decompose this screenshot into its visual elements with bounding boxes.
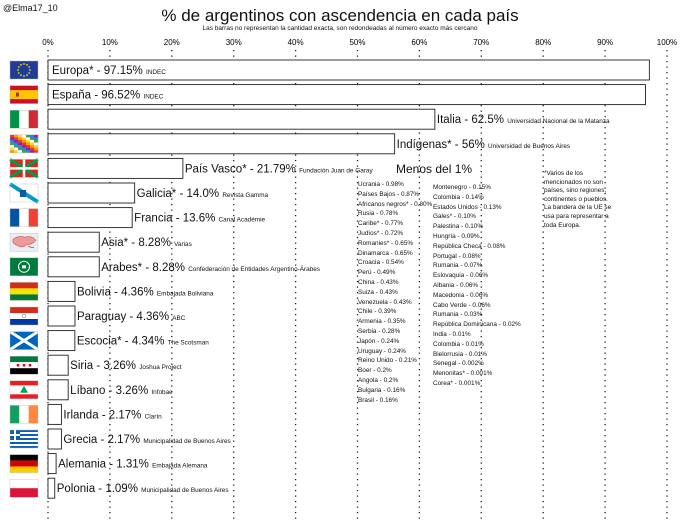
syria-flag-icon [10, 356, 38, 374]
bar-label: Galicia* - 14.0% Revista Gamma [136, 188, 269, 200]
bar [48, 478, 55, 498]
left-item: Judíos* - 0.72% [358, 229, 404, 237]
x-tick-label: 70% [473, 38, 490, 47]
left-item: Brasil - 0.16% [358, 396, 398, 404]
small-groups-title: Menos del 1% [396, 162, 473, 176]
small-groups-list-left [358, 180, 432, 405]
bar [48, 281, 75, 301]
germany-flag-icon [10, 455, 38, 473]
right-item: Montenegro - 0.15% [433, 184, 491, 191]
x-tick-label: 40% [287, 38, 304, 47]
france-flag-icon [10, 209, 38, 227]
bar [48, 331, 75, 351]
left-item: Suiza - 0.43% [358, 288, 398, 296]
source-label: Canal Académie [218, 216, 266, 224]
bar-label: Irlanda - 2.17% Clarín [63, 409, 162, 422]
arab-league-flag-icon [10, 258, 38, 276]
x-tick-label: 20% [163, 38, 180, 47]
right-item: Hungría - 0.09% [433, 232, 480, 240]
x-tick-label: 0% [42, 38, 54, 47]
source-label: Varias [174, 241, 192, 249]
bar [48, 183, 135, 203]
left-item: Rusia - 0.78% [358, 210, 399, 218]
right-item: Portugal - 0.08% [433, 252, 481, 260]
x-tick-label: 60% [411, 38, 428, 47]
right-item: Cabo Verde - 0.06% [433, 301, 491, 309]
left-item: Uruguay - 0.24% [358, 347, 406, 355]
source-label: Revista Gamma [222, 192, 269, 199]
bar [48, 208, 132, 228]
right-item: Albania - 0.06% [433, 281, 479, 289]
x-tick-label: 10% [101, 38, 118, 47]
right-item: Gales* - 0.10% [433, 213, 476, 221]
poland-flag-icon [10, 479, 38, 497]
left-item: Chile - 0.39% [358, 308, 397, 316]
left-item: Angola - 0.2% [358, 376, 399, 384]
source-label: Universidad Nacional de la Matanza [507, 118, 610, 126]
bar [48, 158, 183, 178]
bar-label: Escocia* - 4.34% The Scotsman [76, 335, 209, 348]
right-item: República Dominicana - 0.02% [433, 321, 521, 329]
left-item: Ucrania - 0.98% [358, 181, 404, 188]
left-item: Romanies* - 0.65% [358, 239, 414, 247]
bar-label: Grecia - 2.17% Municipalidad de Buenos Aires [63, 434, 231, 446]
right-item: Estados Unidos - 0.13% [433, 203, 502, 211]
left-item: Perú - 0.49% [358, 269, 396, 277]
bar [48, 404, 61, 424]
left-item: Japón - 0.24% [358, 337, 400, 345]
small-groups-list-right [433, 183, 521, 389]
right-item: Senegal - 0.002% [433, 360, 484, 368]
left-item: Dinamarca - 0.65% [358, 249, 413, 257]
ireland-flag-icon [10, 405, 38, 423]
wiphala-flag-icon [10, 135, 38, 153]
right-item: Rumania - 0.07% [433, 262, 483, 270]
source-label: Universidad de Buenos Aires [488, 142, 571, 150]
bar-label: Bolivia - 4.36% Embajada Boliviana [76, 286, 214, 299]
bar-label: Indígenas* - 56% Universidad de Buenos Aires [396, 138, 571, 151]
right-item: Macedonia - 0.06% [433, 291, 489, 299]
left-item: Africanos negros* - 0.80% [358, 200, 433, 208]
bar-label: Europa* - 97.15% INDEC [52, 65, 166, 77]
x-tick-label: 50% [349, 38, 366, 47]
left-item: Serbia - 0.28% [358, 327, 401, 335]
left-item: Boer - 0.2% [358, 367, 392, 375]
author-credit: @Elma17_10 [3, 3, 58, 13]
source-label: Clarín [144, 413, 162, 421]
bar [48, 306, 75, 326]
bar [48, 232, 99, 252]
source-label: Municipalidad de Buenos Aires [141, 487, 229, 495]
left-item: China - 0.43% [358, 278, 399, 286]
bar-label: País Vasco* - 21.79% Fundación Juan de Garay [184, 163, 373, 176]
bar-label: Francia - 13.6% Canal Académie [134, 212, 266, 225]
source-label: Infobae [151, 388, 173, 396]
galicia-flag-icon [10, 184, 38, 202]
source-label: Confederación de Entidades Argentino-Árabes [188, 265, 321, 273]
source-label: Embajada Alemana [152, 462, 208, 470]
right-item: Palestina - 0.10% [433, 223, 484, 231]
bar [48, 429, 61, 449]
x-tick-label: 100% [656, 38, 678, 47]
bolivia-flag-icon [10, 282, 38, 300]
right-item: Bielorrusia - 0.01% [433, 350, 487, 358]
source-label: INDEC [145, 69, 166, 76]
right-item: India - 0.01% [433, 330, 471, 338]
source-label: Joshua Project [139, 364, 182, 372]
basque-flag-icon [10, 159, 38, 177]
asia-map-icon [10, 233, 38, 251]
left-item: Caribe* - 0.77% [358, 220, 404, 228]
source-label: Municipalidad de Buenos Aires [143, 438, 231, 445]
left-item: Bulgaria - 0.16% [358, 386, 406, 394]
bar [48, 109, 435, 129]
bar-label: Polonia - 1.09% Municipalidad de Buenos Aires [56, 483, 229, 496]
x-tick-label: 30% [225, 38, 242, 47]
bar-label: Arabes* - 8.28% Confederación de Entidades Argentino-Árabes [101, 261, 321, 274]
left-item: Venezuela - 0.43% [358, 298, 412, 306]
eu-flag-icon [10, 61, 38, 79]
right-item: Colombia - 0.01% [433, 340, 484, 348]
right-item: Corea* - 0.001% [433, 379, 481, 387]
bar-label: Alemania - 1.31% Embajada Alemana [58, 458, 208, 471]
left-item: Reino Unido - 0.21% [358, 357, 417, 365]
paraguay-flag-icon [10, 307, 38, 325]
chart-subtitle: Las barras no representan la cantidad exacta, son redondeadas al número exacto más cercano [202, 25, 478, 32]
source-label: ABC [172, 315, 186, 322]
bar-label: Líbano - 3.26% Infobae [70, 384, 173, 397]
lebanon-flag-icon [10, 381, 38, 399]
bar [48, 257, 99, 277]
bar-label: Paraguay - 4.36% ABC [76, 311, 186, 323]
right-item: República Checa - 0.08% [433, 242, 506, 250]
left-item: Países Bajos - 0.87% [358, 190, 420, 198]
bar [48, 134, 395, 154]
footnote: *Varios de los mencionados no son países, sino regiones, continentes o pueblos. La bandera de la UE se usa para representar a toda Europa. [544, 170, 612, 229]
italy-flag-icon [10, 110, 38, 128]
bar-label: Asia* - 8.28% Varias [101, 237, 192, 250]
source-label: Fundación Juan de Garay [299, 167, 373, 175]
bar-label: Siria - 3.26% Joshua Project [70, 360, 182, 373]
greece-flag-icon [10, 430, 38, 448]
bar-label: Italia - 62.5% Universidad Nacional de la Matanza [436, 114, 610, 127]
left-item: Armenia - 0.35% [358, 318, 406, 326]
bar [48, 454, 56, 474]
source-label: INDEC [143, 93, 164, 101]
source-label: Embajada Boliviana [156, 290, 214, 298]
bar-label: España - 96.52% INDEC [52, 89, 164, 102]
scotland-flag-icon [10, 332, 38, 350]
source-label: The Scotsman [167, 339, 209, 347]
right-item: Rumania - 0.03% [433, 311, 483, 319]
bar [48, 380, 68, 400]
bar [48, 355, 68, 375]
x-tick-label: 90% [597, 38, 614, 47]
x-tick-label: 80% [535, 38, 552, 47]
right-item: Menonitas* - 0.001% [433, 370, 493, 378]
chart-title: % de argentinos con ascendencia en cada país [161, 6, 519, 25]
right-item: Eslovaquia - 0.06% [433, 272, 489, 280]
right-item: Colombia - 0.14% [433, 193, 484, 201]
left-item: Croacia - 0.54% [358, 259, 404, 267]
spain-flag-icon [10, 86, 38, 104]
